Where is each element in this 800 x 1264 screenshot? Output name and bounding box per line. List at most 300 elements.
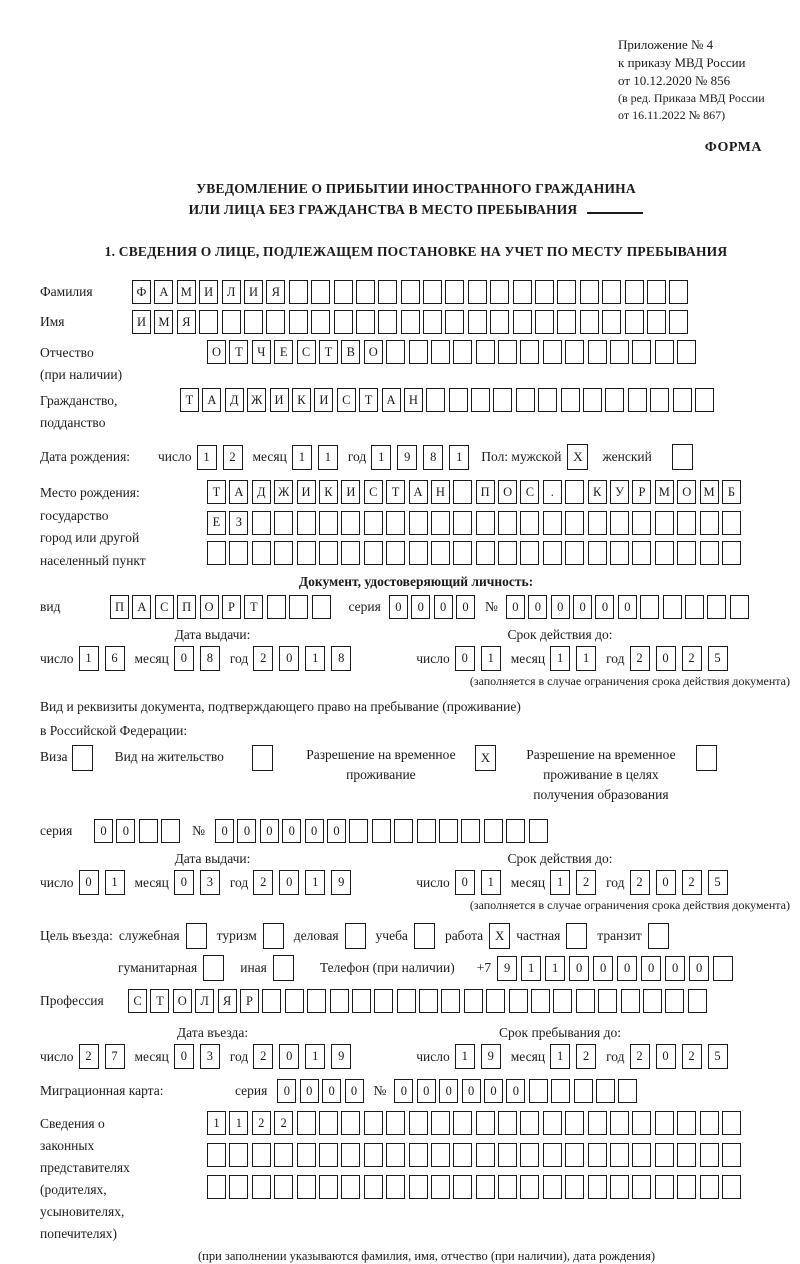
empty-cell[interactable]	[453, 511, 472, 535]
empty-cell[interactable]	[610, 1175, 629, 1199]
filled-cell[interactable]: О	[677, 480, 696, 504]
empty-cell[interactable]	[655, 340, 674, 364]
filled-cell[interactable]: 0	[411, 595, 430, 619]
filled-cell[interactable]: Ж	[247, 388, 266, 412]
empty-cell[interactable]	[722, 1143, 741, 1167]
filled-cell[interactable]: 2	[630, 646, 650, 671]
empty-cell[interactable]	[677, 511, 696, 535]
empty-cell[interactable]	[543, 511, 562, 535]
empty-cell[interactable]	[673, 388, 692, 412]
filled-cell[interactable]: Т	[229, 340, 248, 364]
empty-cell[interactable]	[520, 1175, 539, 1199]
empty-cell[interactable]	[229, 1143, 248, 1167]
empty-cell[interactable]	[700, 1175, 719, 1199]
empty-cell[interactable]	[207, 541, 226, 565]
filled-cell[interactable]: 0	[455, 646, 475, 671]
filled-cell[interactable]: О	[173, 989, 192, 1013]
filled-cell[interactable]: Р	[240, 989, 259, 1013]
empty-cell[interactable]	[628, 388, 647, 412]
empty-cell[interactable]	[553, 989, 572, 1013]
empty-cell[interactable]	[700, 1143, 719, 1167]
filled-cell[interactable]: 0	[656, 870, 676, 895]
filled-cell[interactable]: 3	[200, 870, 220, 895]
empty-cell[interactable]	[441, 989, 460, 1013]
empty-cell[interactable]	[471, 388, 490, 412]
filled-cell[interactable]: 0	[656, 1044, 676, 1069]
purpose-work-checkbox[interactable]: X	[489, 923, 510, 949]
empty-cell[interactable]	[588, 541, 607, 565]
empty-cell[interactable]	[498, 541, 517, 565]
empty-cell[interactable]	[647, 280, 666, 304]
filled-cell[interactable]: 0	[439, 1079, 458, 1103]
empty-cell[interactable]	[453, 1175, 472, 1199]
filled-cell[interactable]: Ж	[274, 480, 293, 504]
filled-cell[interactable]: 2	[79, 1044, 99, 1069]
filled-cell[interactable]: 0	[345, 1079, 364, 1103]
empty-cell[interactable]	[431, 1143, 450, 1167]
filled-cell[interactable]: 2	[252, 1111, 271, 1135]
empty-cell[interactable]	[669, 280, 688, 304]
empty-cell[interactable]	[364, 1143, 383, 1167]
temp-residence-checkbox[interactable]: X	[475, 745, 496, 771]
filled-cell[interactable]: А	[202, 388, 221, 412]
empty-cell[interactable]	[229, 1175, 248, 1199]
empty-cell[interactable]	[297, 511, 316, 535]
filled-cell[interactable]: О	[498, 480, 517, 504]
empty-cell[interactable]	[207, 1143, 226, 1167]
purpose-humanitarian-checkbox[interactable]	[203, 955, 224, 981]
empty-cell[interactable]	[297, 1175, 316, 1199]
filled-cell[interactable]: 2	[253, 870, 273, 895]
empty-cell[interactable]	[543, 541, 562, 565]
empty-cell[interactable]	[602, 280, 621, 304]
filled-cell[interactable]: П	[177, 595, 196, 619]
filled-cell[interactable]: К	[588, 480, 607, 504]
filled-cell[interactable]: 1	[481, 646, 501, 671]
filled-cell[interactable]: 0	[94, 819, 113, 843]
filled-cell[interactable]: 9	[481, 1044, 501, 1069]
empty-cell[interactable]	[330, 989, 349, 1013]
filled-cell[interactable]: О	[364, 340, 383, 364]
purpose-transit-checkbox[interactable]	[648, 923, 669, 949]
empty-cell[interactable]	[267, 595, 286, 619]
empty-cell[interactable]	[640, 595, 659, 619]
empty-cell[interactable]	[453, 541, 472, 565]
filled-cell[interactable]: Я	[177, 310, 196, 334]
filled-cell[interactable]: 0	[174, 870, 194, 895]
filled-cell[interactable]: 0	[434, 595, 453, 619]
empty-cell[interactable]	[297, 541, 316, 565]
empty-cell[interactable]	[565, 1175, 584, 1199]
empty-cell[interactable]	[334, 310, 353, 334]
filled-cell[interactable]: 0	[300, 1079, 319, 1103]
filled-cell[interactable]: С	[520, 480, 539, 504]
empty-cell[interactable]	[535, 280, 554, 304]
filled-cell[interactable]: 2	[223, 445, 243, 470]
empty-cell[interactable]	[655, 1111, 674, 1135]
filled-cell[interactable]: 2	[274, 1111, 293, 1135]
filled-cell[interactable]: 5	[708, 870, 728, 895]
filled-cell[interactable]: 0	[327, 819, 346, 843]
filled-cell[interactable]: 0	[79, 870, 99, 895]
empty-cell[interactable]	[625, 310, 644, 334]
filled-cell[interactable]: 1	[197, 445, 217, 470]
filled-cell[interactable]: О	[207, 340, 226, 364]
filled-cell[interactable]: 0	[455, 870, 475, 895]
empty-cell[interactable]	[713, 956, 733, 981]
empty-cell[interactable]	[374, 989, 393, 1013]
empty-cell[interactable]	[476, 1111, 495, 1135]
empty-cell[interactable]	[423, 310, 442, 334]
filled-cell[interactable]: М	[655, 480, 674, 504]
filled-cell[interactable]: 1	[207, 1111, 226, 1135]
empty-cell[interactable]	[445, 310, 464, 334]
filled-cell[interactable]: И	[244, 280, 263, 304]
empty-cell[interactable]	[445, 280, 464, 304]
filled-cell[interactable]: 0	[617, 956, 637, 981]
filled-cell[interactable]: 0	[665, 956, 685, 981]
filled-cell[interactable]: М	[700, 480, 719, 504]
purpose-study-checkbox[interactable]	[414, 923, 435, 949]
empty-cell[interactable]	[655, 541, 674, 565]
visa-checkbox[interactable]	[72, 745, 93, 771]
filled-cell[interactable]: 8	[200, 646, 220, 671]
filled-cell[interactable]: 1	[550, 870, 570, 895]
filled-cell[interactable]: 1	[305, 1044, 325, 1069]
filled-cell[interactable]: 9	[331, 1044, 351, 1069]
empty-cell[interactable]	[543, 1143, 562, 1167]
empty-cell[interactable]	[222, 310, 241, 334]
filled-cell[interactable]: Т	[386, 480, 405, 504]
empty-cell[interactable]	[484, 819, 503, 843]
empty-cell[interactable]	[409, 541, 428, 565]
empty-cell[interactable]	[386, 340, 405, 364]
empty-cell[interactable]	[520, 541, 539, 565]
filled-cell[interactable]: О	[200, 595, 219, 619]
empty-cell[interactable]	[498, 340, 517, 364]
empty-cell[interactable]	[490, 310, 509, 334]
empty-cell[interactable]	[565, 1111, 584, 1135]
empty-cell[interactable]	[498, 1111, 517, 1135]
empty-cell[interactable]	[574, 1079, 593, 1103]
empty-cell[interactable]	[529, 1079, 548, 1103]
filled-cell[interactable]: Р	[222, 595, 241, 619]
empty-cell[interactable]	[386, 1143, 405, 1167]
filled-cell[interactable]: 2	[253, 646, 273, 671]
filled-cell[interactable]: И	[314, 388, 333, 412]
filled-cell[interactable]: С	[364, 480, 383, 504]
empty-cell[interactable]	[285, 989, 304, 1013]
empty-cell[interactable]	[535, 310, 554, 334]
filled-cell[interactable]: Е	[207, 511, 226, 535]
empty-cell[interactable]	[307, 989, 326, 1013]
empty-cell[interactable]	[632, 511, 651, 535]
empty-cell[interactable]	[565, 511, 584, 535]
filled-cell[interactable]: 0	[237, 819, 256, 843]
empty-cell[interactable]	[557, 310, 576, 334]
empty-cell[interactable]	[605, 388, 624, 412]
purpose-other-checkbox[interactable]	[273, 955, 294, 981]
filled-cell[interactable]: 2	[682, 870, 702, 895]
empty-cell[interactable]	[409, 1111, 428, 1135]
empty-cell[interactable]	[486, 989, 505, 1013]
empty-cell[interactable]	[722, 1111, 741, 1135]
filled-cell[interactable]: Л	[222, 280, 241, 304]
empty-cell[interactable]	[319, 541, 338, 565]
filled-cell[interactable]: 0	[593, 956, 613, 981]
filled-cell[interactable]: 5	[708, 646, 728, 671]
filled-cell[interactable]: 9	[497, 956, 517, 981]
filled-cell[interactable]: 0	[277, 1079, 296, 1103]
filled-cell[interactable]: 1	[545, 956, 565, 981]
filled-cell[interactable]: 0	[641, 956, 661, 981]
empty-cell[interactable]	[453, 340, 472, 364]
empty-cell[interactable]	[632, 340, 651, 364]
empty-cell[interactable]	[423, 280, 442, 304]
filled-cell[interactable]: А	[382, 388, 401, 412]
empty-cell[interactable]	[543, 1111, 562, 1135]
empty-cell[interactable]	[341, 1175, 360, 1199]
empty-cell[interactable]	[669, 310, 688, 334]
empty-cell[interactable]	[139, 819, 158, 843]
empty-cell[interactable]	[319, 1111, 338, 1135]
filled-cell[interactable]: П	[110, 595, 129, 619]
empty-cell[interactable]	[610, 1111, 629, 1135]
empty-cell[interactable]	[583, 388, 602, 412]
empty-cell[interactable]	[341, 1143, 360, 1167]
empty-cell[interactable]	[319, 1175, 338, 1199]
filled-cell[interactable]: 2	[576, 870, 596, 895]
filled-cell[interactable]: 0	[618, 595, 637, 619]
empty-cell[interactable]	[464, 989, 483, 1013]
empty-cell[interactable]	[161, 819, 180, 843]
empty-cell[interactable]	[341, 511, 360, 535]
empty-cell[interactable]	[618, 1079, 637, 1103]
empty-cell[interactable]	[677, 340, 696, 364]
filled-cell[interactable]: 0	[656, 646, 676, 671]
empty-cell[interactable]	[655, 511, 674, 535]
filled-cell[interactable]: Т	[150, 989, 169, 1013]
empty-cell[interactable]	[372, 819, 391, 843]
empty-cell[interactable]	[364, 1111, 383, 1135]
filled-cell[interactable]: 2	[682, 646, 702, 671]
empty-cell[interactable]	[252, 511, 271, 535]
empty-cell[interactable]	[498, 511, 517, 535]
empty-cell[interactable]	[561, 388, 580, 412]
empty-cell[interactable]	[529, 819, 548, 843]
filled-cell[interactable]: Р	[632, 480, 651, 504]
empty-cell[interactable]	[695, 388, 714, 412]
temp-residence-edu-checkbox[interactable]	[696, 745, 717, 771]
empty-cell[interactable]	[394, 819, 413, 843]
gender-male-checkbox[interactable]: X	[567, 444, 588, 470]
filled-cell[interactable]: 0	[462, 1079, 481, 1103]
empty-cell[interactable]	[244, 310, 263, 334]
empty-cell[interactable]	[364, 511, 383, 535]
filled-cell[interactable]: У	[610, 480, 629, 504]
filled-cell[interactable]: И	[132, 310, 151, 334]
empty-cell[interactable]	[476, 340, 495, 364]
empty-cell[interactable]	[498, 1143, 517, 1167]
empty-cell[interactable]	[565, 1143, 584, 1167]
filled-cell[interactable]: З	[229, 511, 248, 535]
filled-cell[interactable]: Д	[225, 388, 244, 412]
filled-cell[interactable]: И	[270, 388, 289, 412]
filled-cell[interactable]: Д	[252, 480, 271, 504]
filled-cell[interactable]: 1	[455, 1044, 475, 1069]
purpose-commercial-checkbox[interactable]	[345, 923, 366, 949]
empty-cell[interactable]	[632, 1143, 651, 1167]
filled-cell[interactable]: С	[155, 595, 174, 619]
empty-cell[interactable]	[229, 541, 248, 565]
empty-cell[interactable]	[538, 388, 557, 412]
empty-cell[interactable]	[722, 541, 741, 565]
empty-cell[interactable]	[378, 310, 397, 334]
empty-cell[interactable]	[506, 819, 525, 843]
empty-cell[interactable]	[397, 989, 416, 1013]
empty-cell[interactable]	[580, 310, 599, 334]
filled-cell[interactable]: 0	[279, 1044, 299, 1069]
filled-cell[interactable]: 1	[371, 445, 391, 470]
filled-cell[interactable]: 0	[279, 870, 299, 895]
empty-cell[interactable]	[565, 541, 584, 565]
filled-cell[interactable]: 1	[550, 1044, 570, 1069]
filled-cell[interactable]: 0	[569, 956, 589, 981]
empty-cell[interactable]	[520, 511, 539, 535]
purpose-business-checkbox[interactable]	[186, 923, 207, 949]
empty-cell[interactable]	[520, 1111, 539, 1135]
filled-cell[interactable]: 0	[417, 1079, 436, 1103]
empty-cell[interactable]	[386, 541, 405, 565]
filled-cell[interactable]: 0	[282, 819, 301, 843]
empty-cell[interactable]	[453, 1111, 472, 1135]
gender-female-checkbox[interactable]	[672, 444, 693, 470]
empty-cell[interactable]	[588, 340, 607, 364]
empty-cell[interactable]	[509, 989, 528, 1013]
filled-cell[interactable]: 1	[79, 646, 99, 671]
empty-cell[interactable]	[274, 1175, 293, 1199]
empty-cell[interactable]	[557, 280, 576, 304]
filled-cell[interactable]: Ф	[132, 280, 151, 304]
empty-cell[interactable]	[565, 480, 584, 504]
empty-cell[interactable]	[632, 541, 651, 565]
empty-cell[interactable]	[531, 989, 550, 1013]
empty-cell[interactable]	[289, 280, 308, 304]
filled-cell[interactable]: 0	[305, 819, 324, 843]
empty-cell[interactable]	[401, 280, 420, 304]
empty-cell[interactable]	[431, 340, 450, 364]
empty-cell[interactable]	[677, 541, 696, 565]
empty-cell[interactable]	[431, 1111, 450, 1135]
filled-cell[interactable]: 0	[394, 1079, 413, 1103]
empty-cell[interactable]	[551, 1079, 570, 1103]
empty-cell[interactable]	[349, 819, 368, 843]
empty-cell[interactable]	[513, 280, 532, 304]
empty-cell[interactable]	[266, 310, 285, 334]
empty-cell[interactable]	[543, 340, 562, 364]
empty-cell[interactable]	[431, 1175, 450, 1199]
empty-cell[interactable]	[431, 511, 450, 535]
empty-cell[interactable]	[520, 1143, 539, 1167]
filled-cell[interactable]: 1	[229, 1111, 248, 1135]
empty-cell[interactable]	[588, 511, 607, 535]
filled-cell[interactable]: 2	[630, 1044, 650, 1069]
empty-cell[interactable]	[730, 595, 749, 619]
empty-cell[interactable]	[378, 280, 397, 304]
empty-cell[interactable]	[341, 541, 360, 565]
filled-cell[interactable]: 0	[551, 595, 570, 619]
filled-cell[interactable]: Ч	[252, 340, 271, 364]
empty-cell[interactable]	[409, 340, 428, 364]
filled-cell[interactable]: 0	[215, 819, 234, 843]
empty-cell[interactable]	[426, 388, 445, 412]
empty-cell[interactable]	[386, 1175, 405, 1199]
empty-cell[interactable]	[610, 1143, 629, 1167]
filled-cell[interactable]: 1	[105, 870, 125, 895]
empty-cell[interactable]	[409, 511, 428, 535]
empty-cell[interactable]	[610, 541, 629, 565]
filled-cell[interactable]: 0	[506, 595, 525, 619]
filled-cell[interactable]: 0	[174, 646, 194, 671]
empty-cell[interactable]	[688, 989, 707, 1013]
empty-cell[interactable]	[588, 1111, 607, 1135]
empty-cell[interactable]	[409, 1143, 428, 1167]
empty-cell[interactable]	[199, 310, 218, 334]
filled-cell[interactable]: 0	[260, 819, 279, 843]
filled-cell[interactable]: Т	[244, 595, 263, 619]
empty-cell[interactable]	[498, 1175, 517, 1199]
empty-cell[interactable]	[610, 511, 629, 535]
empty-cell[interactable]	[665, 989, 684, 1013]
empty-cell[interactable]	[722, 511, 741, 535]
empty-cell[interactable]	[311, 310, 330, 334]
filled-cell[interactable]: 2	[576, 1044, 596, 1069]
filled-cell[interactable]: 2	[682, 1044, 702, 1069]
filled-cell[interactable]: В	[341, 340, 360, 364]
empty-cell[interactable]	[289, 310, 308, 334]
empty-cell[interactable]	[449, 388, 468, 412]
filled-cell[interactable]: Л	[195, 989, 214, 1013]
filled-cell[interactable]: А	[409, 480, 428, 504]
empty-cell[interactable]	[356, 310, 375, 334]
filled-cell[interactable]: А	[229, 480, 248, 504]
empty-cell[interactable]	[588, 1143, 607, 1167]
filled-cell[interactable]: 0	[595, 595, 614, 619]
filled-cell[interactable]: 9	[397, 445, 417, 470]
filled-cell[interactable]: И	[341, 480, 360, 504]
empty-cell[interactable]	[439, 819, 458, 843]
filled-cell[interactable]: П	[476, 480, 495, 504]
empty-cell[interactable]	[647, 310, 666, 334]
filled-cell[interactable]: 1	[305, 870, 325, 895]
filled-cell[interactable]: 0	[573, 595, 592, 619]
empty-cell[interactable]	[312, 595, 331, 619]
empty-cell[interactable]	[588, 1175, 607, 1199]
empty-cell[interactable]	[461, 819, 480, 843]
empty-cell[interactable]	[700, 1111, 719, 1135]
residence-permit-checkbox[interactable]	[252, 745, 273, 771]
filled-cell[interactable]: С	[297, 340, 316, 364]
empty-cell[interactable]	[476, 511, 495, 535]
filled-cell[interactable]: А	[154, 280, 173, 304]
empty-cell[interactable]	[401, 310, 420, 334]
empty-cell[interactable]	[453, 480, 472, 504]
filled-cell[interactable]: 9	[331, 870, 351, 895]
empty-cell[interactable]	[677, 1175, 696, 1199]
empty-cell[interactable]	[419, 989, 438, 1013]
empty-cell[interactable]	[700, 541, 719, 565]
empty-cell[interactable]	[352, 989, 371, 1013]
